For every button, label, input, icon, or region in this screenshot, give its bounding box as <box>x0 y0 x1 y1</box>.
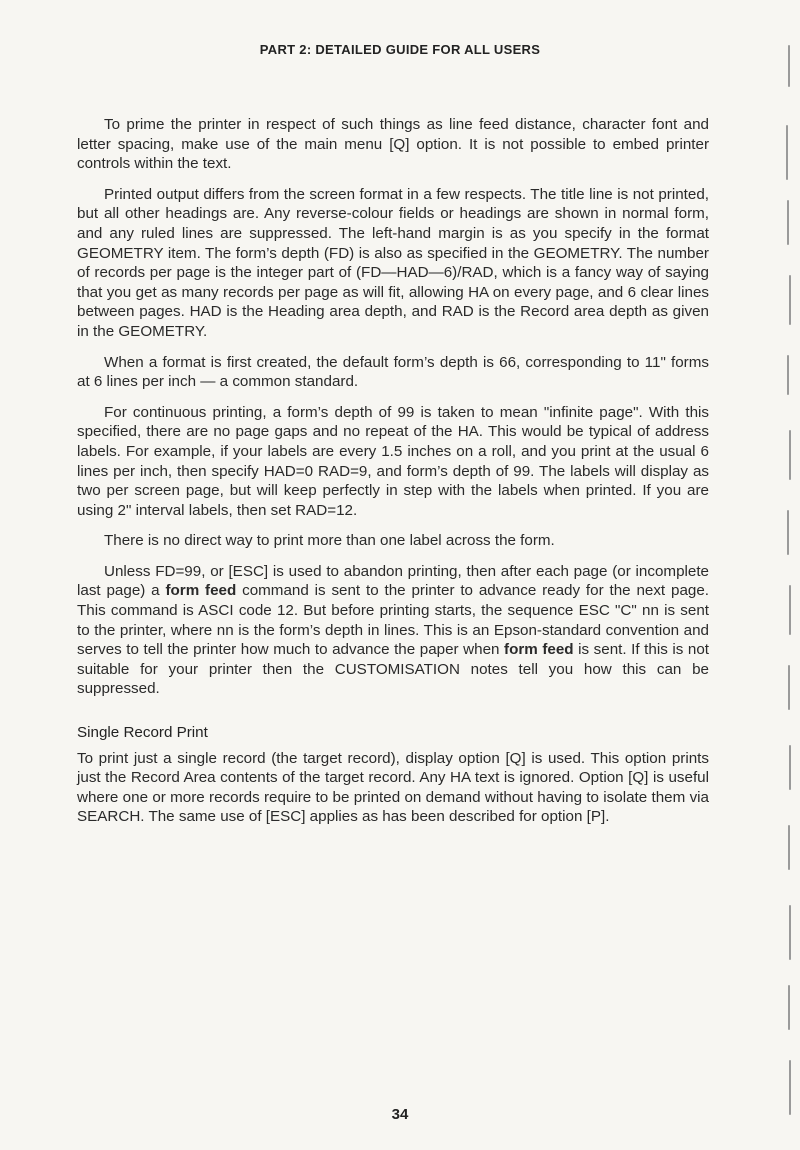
page-edge-mark <box>789 905 791 960</box>
section-heading-single-record-print: Single Record Print <box>77 724 208 742</box>
page-edge-mark <box>788 985 790 1030</box>
page-edge-mark <box>789 430 791 480</box>
page-edge-mark <box>788 825 790 870</box>
running-header: PART 2: DETAILED GUIDE FOR ALL USERS <box>259 42 541 57</box>
paragraph-single-record-print: To print just a single record (the target record), display option [Q] is used. This option prints just the Record Area contents of the target record. Any HA text is ignored. Option [Q] is useful where one or more records require to be printed on demand without having to isolate them via SEARCH. The same use of [ESC] applies as has been described for option [P]. <box>77 749 709 826</box>
page-edge-mark <box>789 1060 791 1115</box>
page-edge-mark <box>789 745 791 790</box>
page-number: 34 <box>391 1106 409 1123</box>
form-feed-text-3: is sent. If this is not suitable for your printer then the CUSTOMISATION notes tell you how this can be suppressed. <box>77 641 709 698</box>
paragraph-default-form-depth: When a format is first created, the default form’s depth is 66, corresponding to 11" forms at 6 lines per inch — a common standard. <box>77 353 709 391</box>
page-body <box>77 115 709 838</box>
paragraph-printer-priming: To prime the printer in respect of such things as line feed distance, character font and letter spacing, make use of the main menu [Q] option. It is not possible to embed printer controls within the text. <box>77 116 709 173</box>
page-edge-mark <box>786 125 788 180</box>
page-edge-mark <box>787 200 789 245</box>
form-feed-term-2: form feed <box>504 641 574 659</box>
paragraph-label-limitation: There is no direct way to print more than one label across the form. <box>104 532 555 550</box>
paragraph-form-feed <box>77 562 709 699</box>
form-feed-term-1: form feed <box>165 582 237 600</box>
page-edge-mark <box>787 355 789 395</box>
paragraph-continuous-printing: For continuous printing, a form’s depth of 99 is taken to mean "infinite page". With this specified, there are no page gaps and no repeat of the HA. This would be typical of address labels. For example, if your labels are every 1.5 inches on a roll, and you print at the usual 6 lines per inch, then specify HAD=0 RAD=9, and form’s depth of 99. The labels will display as two per screen page, but will keep perfectly in step with the labels when printed. If you are using 2" interval labels, then set RAD=12. <box>77 403 709 519</box>
page-edge-mark <box>787 510 789 555</box>
form-feed-text-1: Unless FD=99, or [ESC] is used to abandon printing, then after each page (or incomplete last page) a <box>77 562 709 600</box>
page-edge-mark <box>788 45 790 87</box>
form-feed-text-2: command is sent to the printer to advance ready for the next page. This command is ASCI code 12. But before printing starts, the sequence ESC "C" nn is sent to the printer, where nn is the form’s depth in lines. This is an Epson-standard convention and serves to tell the printer how much to advance the paper when <box>77 582 709 659</box>
page-edge-mark <box>788 665 790 710</box>
page-edge-mark <box>789 585 791 635</box>
paragraph-printed-output: Printed output differs from the screen format in a few respects. The title line is not printed, but all other headings are. Any reverse-colour fields or headings are shown in normal form, and any ruled lines are suppressed. The left-hand margin is as you specify in the format GEOMETRY item. The form’s depth (FD) is also as specified in the GEOMETRY. The number of records per page is the integer part of (FD—HAD—6)/RAD, which is a fancy way of saying that you get as many records per page as will fit, allowing HA on every page, and 6 clear lines between pages. HAD is the Heading area depth, and RAD is the Record area depth as given in the GEOMETRY. <box>77 185 709 340</box>
page-edge-mark <box>789 275 791 325</box>
